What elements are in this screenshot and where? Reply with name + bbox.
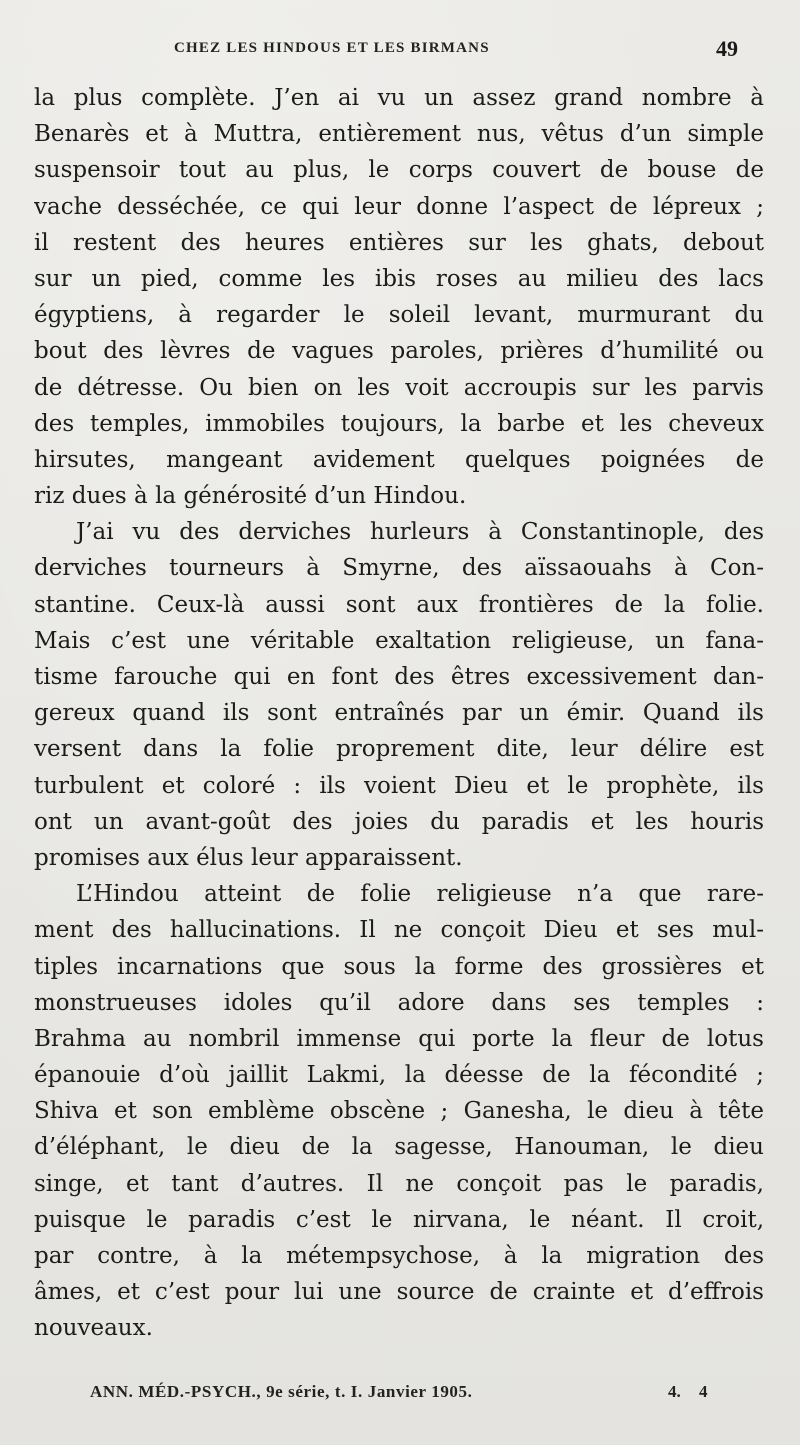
text-line: tiples incarnations que sous la forme des grossières et: [34, 953, 764, 980]
text-line: singe, et tant d’autres. Il ne conçoit pas le paradis,: [34, 1170, 764, 1197]
text-line: la plus complète. J’en ai vu un assez grand nombre à: [34, 85, 764, 111]
signature-mark: 4. 4: [668, 1382, 708, 1401]
paragraph-1: [34, 80, 764, 514]
text-line: turbulent et coloré : ils voient Dieu et le prophète, ils: [34, 772, 764, 799]
page-number: 49: [716, 36, 738, 61]
text-line: ment des hallucinations. Il ne conçoit Dieu et ses mul-: [34, 917, 764, 944]
text-line: vache desséchée, ce qui leur donne l’aspect de lépreux ;: [34, 193, 764, 220]
page-header: [0, 36, 800, 66]
text-line: gereux quand ils sont entraînés par un émir. Quand ils: [34, 700, 764, 727]
paragraph-2: [34, 514, 764, 876]
text-line: L’Hindou atteint de folie religieuse n’a que rare-: [76, 881, 764, 908]
text-line: sur un pied, comme les ibis roses au milieu des lacs: [34, 265, 764, 292]
text-line: d’éléphant, le dieu de la sagesse, Hanouman, le dieu: [34, 1134, 764, 1161]
text-line: il restent des heures entières sur les ghats, debout: [34, 229, 764, 256]
text-line: ont un avant-goût des joies du paradis et les houris: [34, 808, 764, 835]
text-line: égyptiens, à regarder le soleil levant, murmurant du: [34, 302, 764, 329]
text-line: épanouie d’où jaillit Lakmi, la déesse de la fécondité ;: [34, 1062, 764, 1089]
text-line: par contre, à la métempsychose, à la migration des: [34, 1243, 764, 1269]
text-line: versent dans la folie proprement dite, leur délire est: [34, 736, 764, 763]
text-line: tisme farouche qui en font des êtres excessivement dan-: [34, 664, 764, 690]
text-line: de détresse. Ou bien on les voit accroupis sur les parvis: [34, 374, 764, 401]
text-line: riz dues à la générosité d’un Hindou.: [34, 483, 467, 510]
body-text: [34, 80, 764, 1347]
text-line: Brahma au nombril immense qui porte la fleur de lotus: [34, 1025, 764, 1052]
paragraph-3: [34, 876, 764, 1346]
text-line: puisque le paradis c’est le nirvana, le néant. Il croit,: [34, 1206, 764, 1233]
footer-citation: ANN. MÉD.-PSYCH., 9e série, t. I. Janvier 1905.: [90, 1382, 473, 1401]
text-line: derviches tourneurs à Smyrne, des aïssaouahs à Con-: [34, 555, 764, 582]
text-line: J’ai vu des derviches hurleurs à Constantinople, des: [76, 519, 764, 546]
text-line: Mais c’est une véritable exaltation religieuse, un fana-: [34, 627, 764, 654]
running-head: CHEZ LES HINDOUS ET LES BIRMANS: [174, 40, 490, 56]
text-line: bout des lèvres de vagues paroles, prières d’humilité ou: [34, 338, 764, 365]
text-line: Benarès et à Muttra, entièrement nus, vêtus d’un simple: [34, 121, 764, 148]
text-line: monstrueuses idoles qu’il adore dans ses temples :: [34, 989, 764, 1016]
text-line: suspensoir tout au plus, le corps couvert de bouse de: [34, 157, 764, 184]
page-footer: [0, 1382, 800, 1412]
text-line: hirsutes, mangeant avidement quelques poignées de: [34, 446, 764, 473]
text-line: promises aux élus leur apparaissent.: [34, 844, 463, 871]
text-line: des temples, immobiles toujours, la barbe et les cheveux: [34, 410, 764, 437]
text-line: Shiva et son emblème obscène ; Ganesha, le dieu à tête: [34, 1098, 764, 1125]
text-line: nouveaux.: [34, 1315, 153, 1342]
text-line: stantine. Ceux-là aussi sont aux frontières de la folie.: [34, 591, 764, 618]
text-line: âmes, et c’est pour lui une source de crainte et d’effrois: [34, 1279, 764, 1306]
